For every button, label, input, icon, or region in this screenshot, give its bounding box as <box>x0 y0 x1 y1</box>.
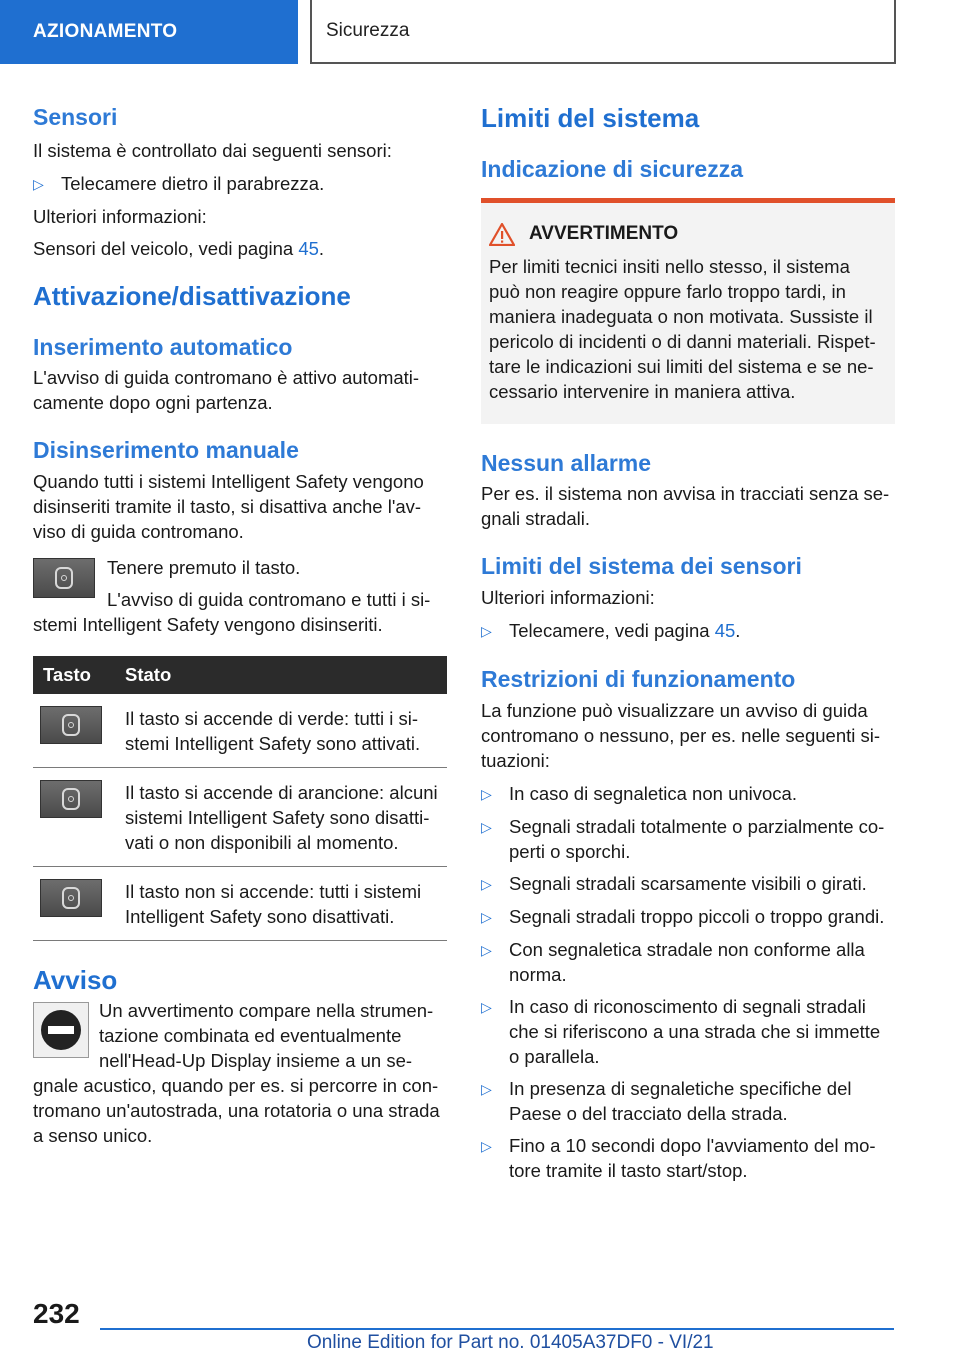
alert-line: gnale acustico, quando per es. si percorre in con- <box>33 1075 439 1097</box>
page-link[interactable]: 45 <box>298 237 319 259</box>
warning-line: cessario intervenire in maniera attiva. <box>489 380 796 402</box>
col-header-button: Tasto <box>33 656 117 694</box>
bullet-icon: ▷ <box>481 998 492 1015</box>
chapter-tab <box>0 0 298 64</box>
warning-line: maniera inadeguata o non motivata. Sussiste il <box>489 305 873 327</box>
button-status-table <box>33 656 447 941</box>
alert-line: nell'Head-Up Display insieme a un se- <box>99 1050 413 1072</box>
limits-heading: Limiti del sistema <box>481 103 700 133</box>
alert-line: Un avvertimento compare nella strumen- <box>99 1000 434 1022</box>
no-entry-sign-icon <box>33 1002 89 1058</box>
restrictions-line: La funzione può visualizzare un avviso di guida <box>481 699 868 721</box>
press-result-line: L'avviso di guida contromano e tutti i si- <box>107 588 431 610</box>
section-header <box>310 0 896 64</box>
bullet-icon: ▷ <box>481 1137 492 1154</box>
sensor-info-label: Ulteriori informazioni: <box>481 586 655 608</box>
bullet-icon: ▷ <box>481 785 492 802</box>
warning-line: tare le indicazioni sui limiti del sistema e se ne- <box>489 355 874 377</box>
list-item <box>481 1133 895 1183</box>
warning-line: può non reagire oppure farlo troppo tardi, in <box>489 280 846 302</box>
list-item <box>33 171 447 197</box>
table-cell-button <box>33 694 117 768</box>
list-line: Con segnaletica stradale non conforme alla <box>509 938 865 960</box>
status-line: Intelligent Safety sono disattivati. <box>125 905 395 927</box>
list-item <box>481 994 895 1069</box>
off-button-image <box>40 879 102 917</box>
restrictions-heading: Restrizioni di funzionamento <box>481 665 796 692</box>
list-item <box>481 904 895 930</box>
warning-box <box>481 198 895 424</box>
safety-heading: Indicazione di sicurezza <box>481 156 744 183</box>
list-line: In presenza di segnaletiche specifiche del <box>509 1077 852 1099</box>
green-button-image <box>40 706 102 744</box>
sensors-intro: Il sistema è controllato dai seguenti sensori: <box>33 139 392 161</box>
manual-text <box>33 469 447 544</box>
more-info-label: Ulteriori informazioni: <box>33 205 207 227</box>
list-item-text <box>509 994 880 1069</box>
alert-block <box>33 1002 447 1073</box>
bullet-icon: ▷ <box>481 1080 492 1097</box>
list-line: tore tramite il tasto start/stop. <box>509 1159 748 1181</box>
intelligent-safety-button-icon <box>62 788 80 810</box>
alert-line: a senso unico. <box>33 1125 153 1147</box>
list-item <box>481 814 895 864</box>
status-line: sistemi Intelligent Safety sono disatti- <box>125 806 430 828</box>
restrictions-text <box>481 698 895 773</box>
table-row <box>33 767 447 866</box>
warning-title <box>489 223 887 246</box>
list-line: Paese o del tracciato della strada. <box>509 1102 788 1124</box>
list-item <box>481 871 895 897</box>
chapter-label: AZIONAMENTO <box>33 21 178 42</box>
warning-triangle-icon <box>489 223 515 246</box>
list-line: che si riferiscono a una strada che si immette <box>509 1020 881 1042</box>
page-number: 232 <box>33 1298 80 1329</box>
list-item-text <box>509 618 740 644</box>
sensors-heading: Sensori <box>33 104 118 130</box>
table-cell-status <box>117 694 447 768</box>
page-link[interactable]: 45 <box>714 619 736 641</box>
table-header-row <box>33 656 447 694</box>
orange-button-image <box>40 780 102 818</box>
list-line: o parallela. <box>509 1045 600 1067</box>
manual-line: disinseriti tramite il tasto, si disattiva anche l'av- <box>33 495 422 517</box>
table-cell-status <box>117 866 447 940</box>
intelligent-safety-button-icon <box>62 714 80 736</box>
bullet-icon: ▷ <box>33 175 44 192</box>
press-result-line: stemi Intelligent Safety vengono disinseriti. <box>33 613 383 635</box>
list-item <box>481 618 895 644</box>
intelligent-safety-button-icon <box>62 887 80 909</box>
manual-line: viso di guida contromano. <box>33 520 244 542</box>
warning-label: AVVERTIMENTO <box>529 223 679 245</box>
status-line: Il tasto non si accende: tutti i sistemi <box>125 880 422 902</box>
status-line: vati o non disponibili al momento. <box>125 831 399 853</box>
edition-text: Online Edition for Part no. 01405A37DF0 - VI/21 <box>307 1332 714 1353</box>
col-header-status: Stato <box>117 656 447 694</box>
footer-divider <box>100 1328 894 1330</box>
auto-heading: Inserimento automatico <box>33 333 293 360</box>
left-column <box>33 100 447 1148</box>
restrictions-list <box>481 781 895 1183</box>
alert-heading: Avviso <box>33 964 118 995</box>
list-line: In caso di riconoscimento di segnali stradali <box>509 995 866 1017</box>
bullet-icon: ▷ <box>481 875 492 892</box>
list-line: In caso di segnaletica non univoca. <box>509 782 797 804</box>
manual-heading: Disinserimento manuale <box>33 437 299 464</box>
table-cell-button <box>33 866 117 940</box>
bullet-icon: ▷ <box>481 908 492 925</box>
auto-text <box>33 365 447 415</box>
right-column <box>481 100 895 1183</box>
bullet-icon: ▷ <box>481 941 492 958</box>
list-line: Fino a 10 secondi dopo l'avviamento del mo- <box>509 1134 876 1156</box>
list-item-end: . <box>735 619 741 641</box>
list-line: perti o sporchi. <box>509 840 631 862</box>
list-item-text <box>509 871 867 897</box>
manual-line: Quando tutti i sistemi Intelligent Safety vengono <box>33 470 424 492</box>
no-alarm-heading: Nessun allarme <box>481 449 652 476</box>
no-alarm-line: Per es. il sistema non avvisa in tracciati senza se- <box>481 483 890 505</box>
list-line: norma. <box>509 963 567 985</box>
section-title: Sicurezza <box>326 20 410 41</box>
list-item <box>481 1076 895 1126</box>
auto-line: L'avviso di guida contromano è attivo automati- <box>33 367 420 389</box>
warning-line: Per limiti tecnici insiti nello stesso, il sistema <box>489 255 850 277</box>
safety-button-image <box>33 558 95 598</box>
list-item-text <box>509 781 797 807</box>
list-item <box>481 781 895 807</box>
bullet-icon: ▷ <box>481 622 492 639</box>
list-item <box>481 937 895 987</box>
list-line: Segnali stradali troppo piccoli o troppo grandi. <box>509 905 885 927</box>
alert-line: tazione combinata ed eventualmente <box>99 1025 402 1047</box>
no-alarm-text <box>481 481 895 531</box>
restrictions-line: tuazioni: <box>481 749 550 771</box>
bullet-icon: ▷ <box>481 818 492 835</box>
list-item-prefix: Telecamere, vedi pagina <box>509 619 715 641</box>
status-line: Il tasto si accende di verde: tutti i si- <box>125 707 419 729</box>
sensor-limits-heading: Limiti del sistema dei sensori <box>481 553 802 580</box>
list-item-text <box>509 1076 851 1126</box>
status-line: Il tasto si accende di arancione: alcuni <box>125 781 438 803</box>
table-row <box>33 866 447 940</box>
more-info-prefix: Sensori del veicolo, vedi pagina <box>33 237 299 259</box>
press-text: Tenere premuto il tasto. <box>107 556 301 578</box>
table-row <box>33 694 447 768</box>
list-item-text <box>509 1133 876 1183</box>
list-line: Segnali stradali scarsamente visibili o girati. <box>509 872 867 894</box>
activation-heading: Attivazione/disattivazione <box>33 280 351 311</box>
no-alarm-line: gnali stradali. <box>481 508 591 530</box>
press-instruction <box>33 555 447 612</box>
list-item-text <box>509 904 884 930</box>
list-item-text <box>509 937 865 987</box>
warning-line: pericolo di incidenti o di danni materiali. Rispet- <box>489 330 876 352</box>
more-info-end: . <box>318 237 325 259</box>
table-cell-status <box>117 767 447 866</box>
auto-line: camente dopo ogni partenza. <box>33 392 273 414</box>
intelligent-safety-button-icon <box>55 567 73 589</box>
table-cell-button <box>33 767 117 866</box>
list-line: Segnali stradali totalmente o parzialmente co- <box>509 815 885 837</box>
restrictions-line: contromano o nessuno, per es. nelle seguenti si- <box>481 724 881 746</box>
alert-line: tromano un'autostrada, una rotatoria o una strada <box>33 1100 440 1122</box>
status-line: stemi Intelligent Safety sono attivati. <box>125 732 421 754</box>
more-info-text <box>33 236 447 261</box>
list-item-text <box>509 814 884 864</box>
list-item-text: Telecamere dietro il parabrezza. <box>61 172 325 194</box>
